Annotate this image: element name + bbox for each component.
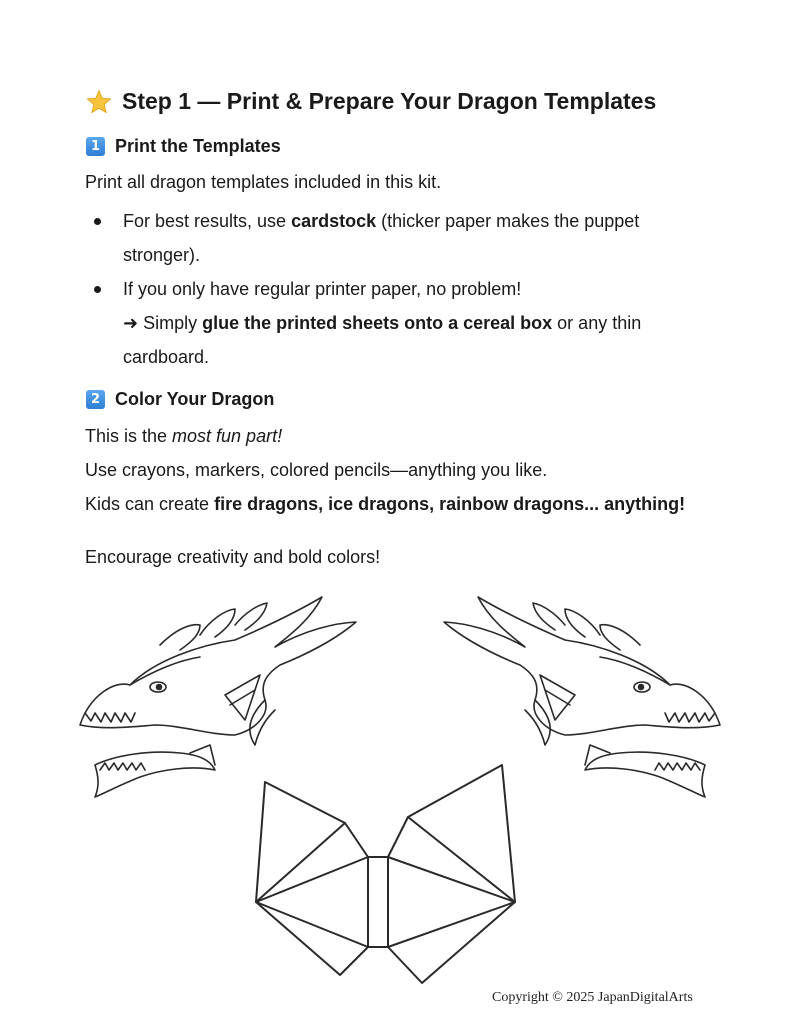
paragraph-fun: This is the most fun part!: [85, 426, 283, 446]
star-icon: [86, 89, 112, 115]
section-heading-print: [86, 136, 281, 157]
section-title: Color Your Dragon: [115, 389, 275, 409]
page-title-text: Step 1 — Print & Prepare Your Dragon Templates: [122, 88, 657, 114]
list-item-paper-cont: cardboard.: [123, 347, 210, 367]
list-item-cardstock-cont: stronger).: [123, 245, 201, 265]
section-heading-color: [86, 389, 274, 410]
dragon-head-left-icon: [80, 597, 356, 797]
paragraph-materials: Use crayons, markers, colored pencils—anything you like.: [85, 460, 548, 480]
dragon-wings-template-icon: [256, 765, 515, 983]
dragon-head-right-icon: [444, 597, 720, 797]
list-item-cardstock: For best results, use cardstock (thicker paper makes the puppet: [123, 211, 640, 231]
number-two-icon: 2: [86, 390, 105, 409]
page-title: [86, 88, 656, 115]
list-item-paper: If you only have regular printer paper, no problem!: [123, 279, 522, 299]
copyright-notice: Copyright © 2025 JapanDigitalArts: [492, 990, 693, 1005]
list-item-paper-tip: ➜ Simply glue the printed sheets onto a cereal box or any thin: [123, 313, 642, 333]
paragraph-intro: Print all dragon templates included in this kit.: [85, 172, 442, 192]
bullet-dot: [94, 218, 101, 225]
section-title: Print the Templates: [115, 136, 281, 156]
paragraph-encourage: Encourage creativity and bold colors!: [85, 547, 381, 567]
number-one-icon: 1: [86, 137, 105, 156]
paragraph-dragons: Kids can create fire dragons, ice dragons, rainbow dragons... anything!: [85, 494, 686, 514]
bullet-dot: [94, 286, 101, 293]
dragon-template-illustration: [60, 585, 740, 995]
